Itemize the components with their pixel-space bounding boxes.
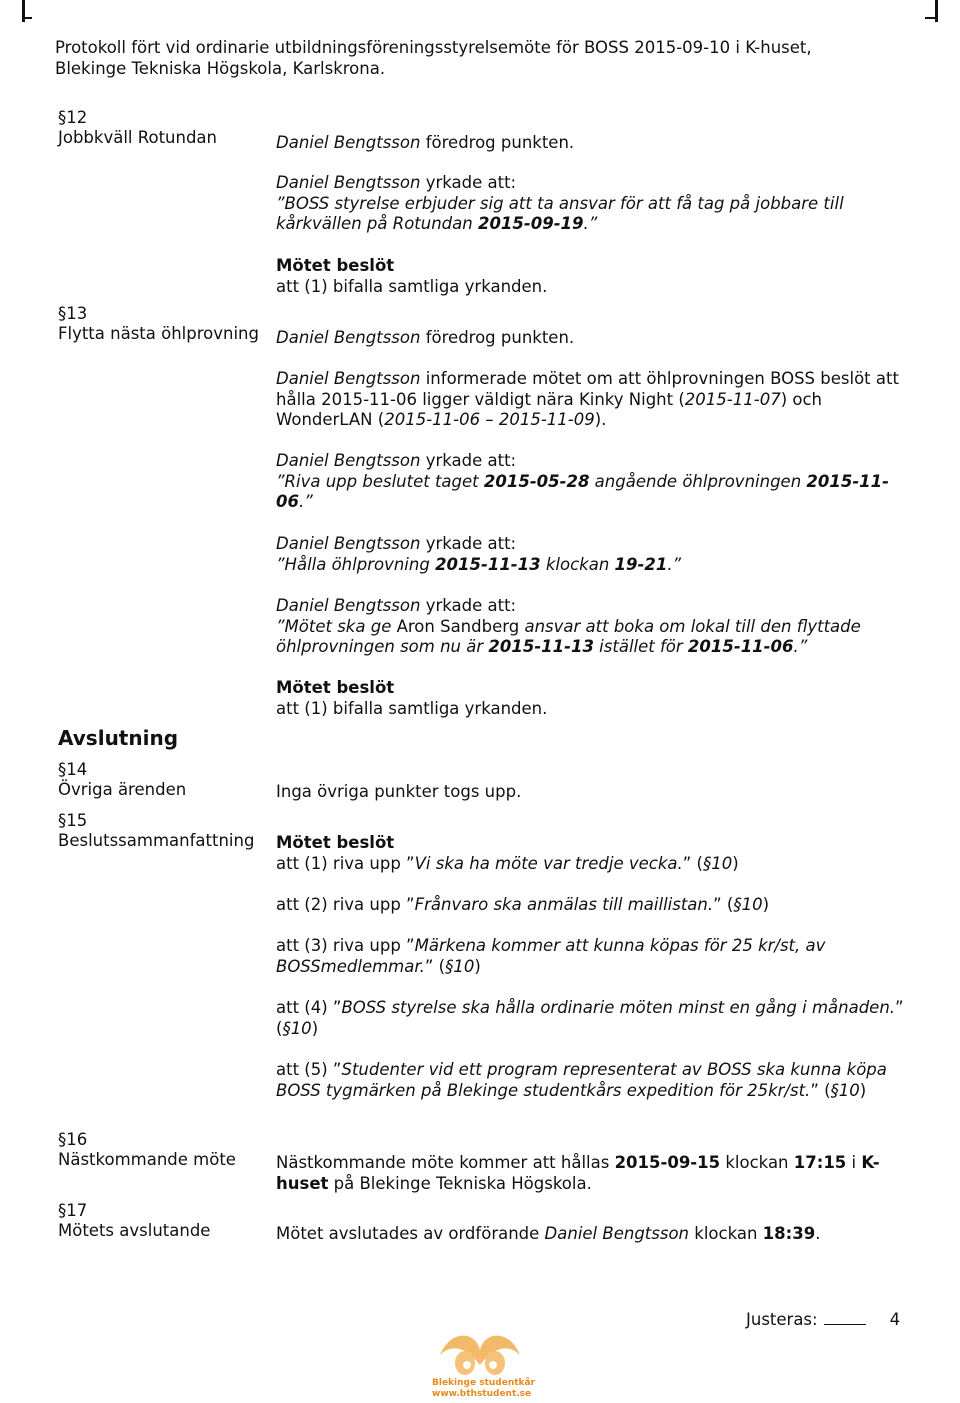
date: 2015-11-13 bbox=[488, 637, 594, 657]
section-17-body bbox=[276, 1224, 916, 1245]
text: yrkade att: bbox=[420, 596, 517, 615]
text: i bbox=[846, 1153, 862, 1172]
decision-item-4 bbox=[276, 998, 916, 1039]
decision-item-3 bbox=[276, 936, 916, 977]
date: 2015-05-28 bbox=[483, 471, 590, 491]
paragraph: Inga övriga punkter togs upp. bbox=[276, 782, 522, 801]
motion-intro bbox=[276, 534, 916, 555]
section-title: Jobbkväll Rotundan bbox=[58, 128, 217, 147]
motion-intro bbox=[276, 173, 916, 194]
text: att (5) ” bbox=[276, 1060, 342, 1079]
section-title: Övriga ärenden bbox=[58, 780, 187, 799]
text: ” ( bbox=[682, 853, 703, 873]
section-14-label bbox=[58, 760, 268, 800]
person-name: Daniel Bengtsson bbox=[276, 451, 421, 470]
section-number: §14 bbox=[58, 760, 88, 779]
paragraph bbox=[276, 1153, 916, 1194]
motion-intro bbox=[276, 451, 916, 472]
text: ) bbox=[762, 895, 770, 914]
reference: §10 bbox=[445, 956, 475, 976]
text: ”Mötet ska ge bbox=[276, 616, 397, 636]
text: informerade mötet om att öhlprovningen BOSS beslöt att hålla 2015-11-06 ligger väldigt nära Kinky Night ( bbox=[276, 369, 899, 409]
text: ” ( bbox=[276, 998, 904, 1038]
decision-heading: Mötet beslöt bbox=[276, 678, 395, 697]
text: ”BOSS styrelse erbjuder sig att ta ansvar för att få tag på jobbare till kårkvällen på Rotundan bbox=[276, 193, 844, 234]
section-13-presented bbox=[276, 328, 916, 349]
date: 2015-11-06 bbox=[687, 637, 794, 657]
corner-mark-right-h bbox=[925, 17, 935, 19]
motion-quote bbox=[276, 194, 916, 235]
decision-text: att (1) bifalla samtliga yrkanden. bbox=[276, 276, 548, 296]
place: K-huset bbox=[276, 1153, 880, 1193]
text: ) bbox=[311, 1018, 319, 1038]
quote: BOSS styrelse ska hålla ordinarie möten minst en gång i månaden. bbox=[341, 998, 896, 1017]
text: ) bbox=[474, 956, 481, 976]
section-15-decision bbox=[276, 833, 916, 874]
section-15-item-4 bbox=[276, 998, 916, 1039]
text: .” bbox=[667, 554, 682, 574]
person-name: Aron Sandberg bbox=[396, 616, 520, 636]
logo-line-1: Blekinge studentkår bbox=[432, 1378, 536, 1388]
text: klockan bbox=[540, 554, 615, 574]
date: 2015-09-19 bbox=[477, 214, 584, 234]
section-13-label bbox=[58, 304, 268, 344]
section-14-body bbox=[276, 782, 916, 803]
document-header bbox=[55, 38, 915, 79]
person-name: Daniel Bengtsson bbox=[276, 596, 421, 615]
quote: Märkena kommer att kunna köpas för 25 kr/st, av BOSSmedlemmar. bbox=[276, 936, 826, 976]
section-16-body bbox=[276, 1153, 916, 1194]
text: klockan bbox=[720, 1153, 794, 1172]
section-12-body bbox=[276, 133, 916, 154]
text: ” ( bbox=[424, 956, 446, 976]
decision-heading: Mötet beslöt bbox=[276, 256, 395, 275]
text: .” bbox=[583, 214, 598, 234]
person-name: Daniel Bengtsson bbox=[276, 534, 421, 553]
decision-item-1 bbox=[276, 854, 916, 875]
decision-heading: Mötet beslöt bbox=[276, 833, 395, 852]
motion-quote bbox=[276, 472, 916, 513]
reference: §10 bbox=[282, 1018, 312, 1038]
text: ) och WonderLAN ( bbox=[276, 389, 822, 430]
text: ”Riva upp beslutet taget bbox=[276, 471, 484, 491]
section-title: Flytta nästa öhlprovning bbox=[58, 324, 259, 343]
text: Nästkommande möte kommer att hållas bbox=[276, 1153, 615, 1172]
info-paragraph bbox=[276, 369, 916, 431]
section-number: §13 bbox=[58, 304, 88, 323]
section-16-label bbox=[58, 1130, 268, 1170]
section-title: Mötets avslutande bbox=[58, 1221, 211, 1240]
text: på Blekinge Tekniska Högskola. bbox=[328, 1173, 592, 1193]
section-number: §12 bbox=[58, 108, 88, 127]
person-name: Daniel Bengtsson bbox=[276, 328, 421, 347]
text: föredrog punkten. bbox=[420, 133, 575, 152]
header-line-1: Protokoll fört vid ordinarie utbildningsföreningsstyrelsemöte för BOSS 2015-09-10 i K-huset, bbox=[55, 38, 812, 57]
decision-item-5 bbox=[276, 1060, 916, 1101]
section-13-motion-1 bbox=[276, 451, 916, 513]
corner-mark-left-h bbox=[22, 17, 32, 19]
section-12-label bbox=[58, 108, 268, 148]
decision-item-2 bbox=[276, 895, 916, 916]
section-number: §15 bbox=[58, 811, 88, 830]
page-number: 4 bbox=[889, 1310, 901, 1329]
quote: Studenter vid ett program representerat av BOSS ska kunna köpa BOSS tygmärken på Blekinge studentkårs expedition för 25kr/st. bbox=[276, 1060, 887, 1100]
logo-line-2: www.bthstudent.se bbox=[432, 1389, 532, 1399]
section-number: §16 bbox=[58, 1130, 88, 1149]
heading-avslutning: Avslutning bbox=[58, 726, 179, 750]
motion-quote bbox=[276, 555, 916, 576]
text: . bbox=[815, 1224, 821, 1243]
corner-mark-right bbox=[935, 0, 938, 22]
text: angående öhlprovningen bbox=[589, 471, 807, 491]
section-15-label bbox=[58, 811, 268, 851]
header-line-2: Blekinge Tekniska Högskola, Karlskrona. bbox=[55, 58, 386, 78]
date: 2015-11-13 bbox=[435, 554, 541, 574]
text: yrkade att: bbox=[420, 534, 517, 553]
text: klockan bbox=[689, 1224, 763, 1243]
text: ansvar att boka om lokal till den flyttade öhlprovningen som nu är bbox=[276, 616, 861, 657]
text: .” bbox=[793, 637, 808, 657]
text: ) bbox=[859, 1080, 867, 1100]
section-number: §17 bbox=[58, 1201, 88, 1220]
section-15-item-5 bbox=[276, 1060, 916, 1101]
decision-text: att (1) bifalla samtliga yrkanden. bbox=[276, 698, 548, 718]
logo-text bbox=[432, 1378, 542, 1400]
text: ) bbox=[732, 853, 739, 873]
text: Mötet avslutades av ordförande bbox=[276, 1224, 545, 1243]
date-range: 2015-11-06 – 2015-11-09 bbox=[384, 410, 595, 430]
motion-quote bbox=[276, 617, 916, 658]
text: yrkade att: bbox=[420, 451, 517, 470]
paragraph bbox=[276, 1224, 916, 1245]
section-13-info bbox=[276, 369, 916, 431]
text: ”Hålla öhlprovning bbox=[276, 554, 436, 574]
paragraph-presented bbox=[276, 133, 916, 154]
text: ” ( bbox=[810, 1080, 831, 1100]
text: att (2) riva upp ” bbox=[276, 895, 415, 914]
reference: §10 bbox=[733, 895, 763, 914]
section-13-motion-3 bbox=[276, 596, 916, 658]
text: att (1) riva upp ” bbox=[276, 853, 415, 873]
reference: §10 bbox=[830, 1080, 860, 1100]
reference: §10 bbox=[702, 853, 733, 873]
time: 18:39 bbox=[762, 1224, 816, 1243]
time: 17:15 bbox=[793, 1153, 847, 1172]
section-13-decision bbox=[276, 678, 916, 719]
text: ). bbox=[594, 410, 607, 430]
date: 2015-09-15 bbox=[614, 1153, 721, 1172]
section-17-label bbox=[58, 1201, 268, 1241]
section-12-motion bbox=[276, 173, 916, 235]
paragraph-presented bbox=[276, 328, 916, 349]
person-name: Daniel Bengtsson bbox=[276, 173, 421, 192]
motion-intro bbox=[276, 596, 916, 617]
signature-line bbox=[824, 1310, 866, 1325]
section-15-item-2 bbox=[276, 895, 916, 916]
text: .” bbox=[298, 492, 313, 512]
time: 19-21 bbox=[614, 554, 668, 574]
person-name: Daniel Bengtsson bbox=[544, 1224, 690, 1243]
section-title: Nästkommande möte bbox=[58, 1150, 236, 1169]
person-name: Daniel Bengtsson bbox=[276, 133, 421, 152]
section-13-motion-2 bbox=[276, 534, 916, 575]
justeras-label: Justeras: bbox=[746, 1310, 818, 1329]
date: 2015-11-06 bbox=[276, 471, 889, 512]
section-15-item-3 bbox=[276, 936, 916, 977]
person-name: Daniel Bengtsson bbox=[276, 369, 421, 388]
text: att (4) ” bbox=[276, 998, 342, 1017]
section-title: Beslutssammanfattning bbox=[58, 831, 255, 850]
text: ” ( bbox=[713, 895, 734, 914]
date: 2015-11-07 bbox=[684, 389, 781, 409]
quote: Vi ska ha möte var tredje vecka. bbox=[414, 853, 683, 873]
section-12-decision bbox=[276, 256, 916, 297]
text: yrkade att: bbox=[420, 173, 517, 192]
text: föredrog punkten. bbox=[420, 328, 575, 347]
page-footer bbox=[746, 1310, 900, 1331]
text: att (3) riva upp ” bbox=[276, 936, 415, 955]
text: istället för bbox=[593, 637, 688, 657]
quote: Frånvaro ska anmälas till maillistan. bbox=[414, 895, 714, 914]
